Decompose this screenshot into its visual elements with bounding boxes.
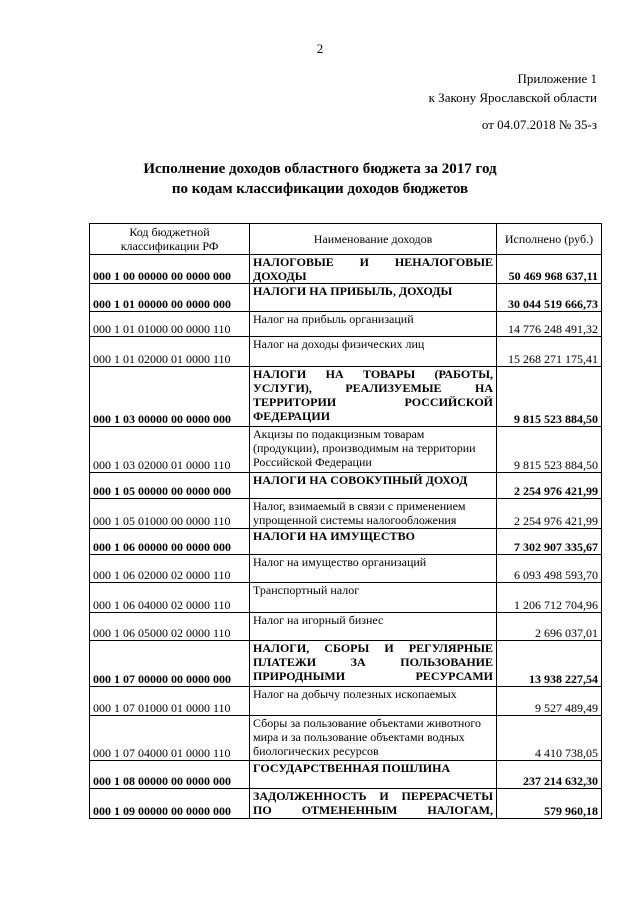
row-sum: 2 254 976 421,99 xyxy=(497,473,602,499)
row-code: 000 1 06 04000 02 0000 110 xyxy=(90,583,250,613)
row-code: 000 1 00 00000 00 0000 000 xyxy=(90,255,250,284)
row-name: Налог, взимаемый в связи с применением упрощенной системы налогообложения xyxy=(250,499,497,529)
table-row xyxy=(90,367,602,427)
row-name: Сборы за пользование объектами животного мира и за пользование объектами водных биологических ресурсов xyxy=(250,716,497,761)
row-sum: 2 696 037,01 xyxy=(497,613,602,641)
document-title xyxy=(0,159,640,199)
row-name: Акцизы по подакцизным товарам (продукции), производимым на территории Российской Федерации xyxy=(250,427,497,473)
table-row xyxy=(90,789,602,819)
row-sum: 4 410 738,05 xyxy=(497,716,602,761)
row-name: НАЛОГИ НА ИМУЩЕСТВО xyxy=(250,529,497,555)
page-number: 2 xyxy=(316,41,324,56)
row-name: Налог на доходы физических лиц xyxy=(250,337,497,367)
row-name: НАЛОГИ НА ТОВАРЫ (РАБОТЫ, УСЛУГИ), РЕАЛИЗУЕМЫЕ НА ТЕРРИТОРИИ РОССИЙСКОЙ ФЕДЕРАЦИИ xyxy=(250,367,497,427)
row-name: НАЛОГИ, СБОРЫ И РЕГУЛЯРНЫЕ ПЛАТЕЖИ ЗА ПОЛЬЗОВАНИЕ ПРИРОДНЫМИ РЕСУРСАМИ xyxy=(250,641,497,687)
row-code: 000 1 05 01000 00 0000 110 xyxy=(90,499,250,529)
row-sum: 7 302 907 335,67 xyxy=(497,529,602,555)
row-sum: 9 815 523 884,50 xyxy=(497,427,602,473)
table-row xyxy=(90,583,602,613)
table-row xyxy=(90,427,602,473)
table-row xyxy=(90,284,602,312)
table-row xyxy=(90,641,602,687)
row-code: 000 1 01 02000 01 0000 110 xyxy=(90,337,250,367)
row-code: 000 1 05 00000 00 0000 000 xyxy=(90,473,250,499)
header-sum: Исполнено (руб.) xyxy=(497,224,602,255)
row-sum: 1 206 712 704,96 xyxy=(497,583,602,613)
table-row xyxy=(90,555,602,583)
table-row xyxy=(90,337,602,367)
table-row xyxy=(90,312,602,337)
row-sum: 50 469 968 637,11 xyxy=(497,255,602,284)
row-code: 000 1 06 05000 02 0000 110 xyxy=(90,613,250,641)
row-name: НАЛОГИ НА ПРИБЫЛЬ, ДОХОДЫ xyxy=(250,284,497,312)
row-name: ЗАДОЛЖЕННОСТЬ И ПЕРЕРАСЧЕТЫ ПО ОТМЕНЕННЫМ НАЛОГАМ, xyxy=(250,789,497,819)
table-row xyxy=(90,529,602,555)
table-header-row xyxy=(90,224,602,255)
row-code: 000 1 06 00000 00 0000 000 xyxy=(90,529,250,555)
row-sum: 9 815 523 884,50 xyxy=(497,367,602,427)
row-code: 000 1 08 00000 00 0000 000 xyxy=(90,761,250,789)
appendix-label: Приложение 1 xyxy=(517,71,597,86)
row-name: НАЛОГИ НА СОВОКУПНЫЙ ДОХОД xyxy=(250,473,497,499)
table-row xyxy=(90,473,602,499)
table-row xyxy=(90,255,602,284)
row-code: 000 1 07 01000 01 0000 110 xyxy=(90,687,250,716)
table-row xyxy=(90,613,602,641)
row-name: Налог на прибыль организаций xyxy=(250,312,497,337)
appendix-block xyxy=(429,69,597,134)
row-code: 000 1 09 00000 00 0000 000 xyxy=(90,789,250,819)
table-row xyxy=(90,716,602,761)
row-code: 000 1 07 00000 00 0000 000 xyxy=(90,641,250,687)
header-code: Код бюджетной классификации РФ xyxy=(90,224,250,255)
row-sum: 237 214 632,30 xyxy=(497,761,602,789)
row-sum: 2 254 976 421,99 xyxy=(497,499,602,529)
row-code: 000 1 01 01000 00 0000 110 xyxy=(90,312,250,337)
row-sum: 579 960,18 xyxy=(497,789,602,819)
appendix-date: от 04.07.2018 № 35-з xyxy=(481,117,597,132)
table-row xyxy=(90,499,602,529)
row-name: НАЛОГОВЫЕ И НЕНАЛОГОВЫЕ ДОХОДЫ xyxy=(250,255,497,284)
row-name: Транспортный налог xyxy=(250,583,497,613)
title-line-2: по кодам классификации доходов бюджетов xyxy=(171,181,469,197)
appendix-law: к Закону Ярославской области xyxy=(428,90,597,105)
title-line-1: Исполнение доходов областного бюджета за 2017 год xyxy=(143,161,497,177)
row-sum: 9 527 489,49 xyxy=(497,687,602,716)
revenue-table xyxy=(89,223,602,819)
row-code: 000 1 06 02000 02 0000 110 xyxy=(90,555,250,583)
row-sum: 30 044 519 666,73 xyxy=(497,284,602,312)
row-sum: 6 093 498 593,70 xyxy=(497,555,602,583)
row-name: Налог на игорный бизнес xyxy=(250,613,497,641)
row-name: Налог на имущество организаций xyxy=(250,555,497,583)
row-sum: 13 938 227,54 xyxy=(497,641,602,687)
table-row xyxy=(90,687,602,716)
row-code: 000 1 01 00000 00 0000 000 xyxy=(90,284,250,312)
row-name: ГОСУДАРСТВЕННАЯ ПОШЛИНА xyxy=(250,761,497,789)
row-code: 000 1 03 00000 00 0000 000 xyxy=(90,367,250,427)
row-sum: 15 268 271 175,41 xyxy=(497,337,602,367)
header-name: Наименование доходов xyxy=(250,224,497,255)
row-code: 000 1 07 04000 01 0000 110 xyxy=(90,716,250,761)
row-code: 000 1 03 02000 01 0000 110 xyxy=(90,427,250,473)
table-row xyxy=(90,761,602,789)
row-name: Налог на добычу полезных ископаемых xyxy=(250,687,497,716)
row-sum: 14 776 248 491,32 xyxy=(497,312,602,337)
